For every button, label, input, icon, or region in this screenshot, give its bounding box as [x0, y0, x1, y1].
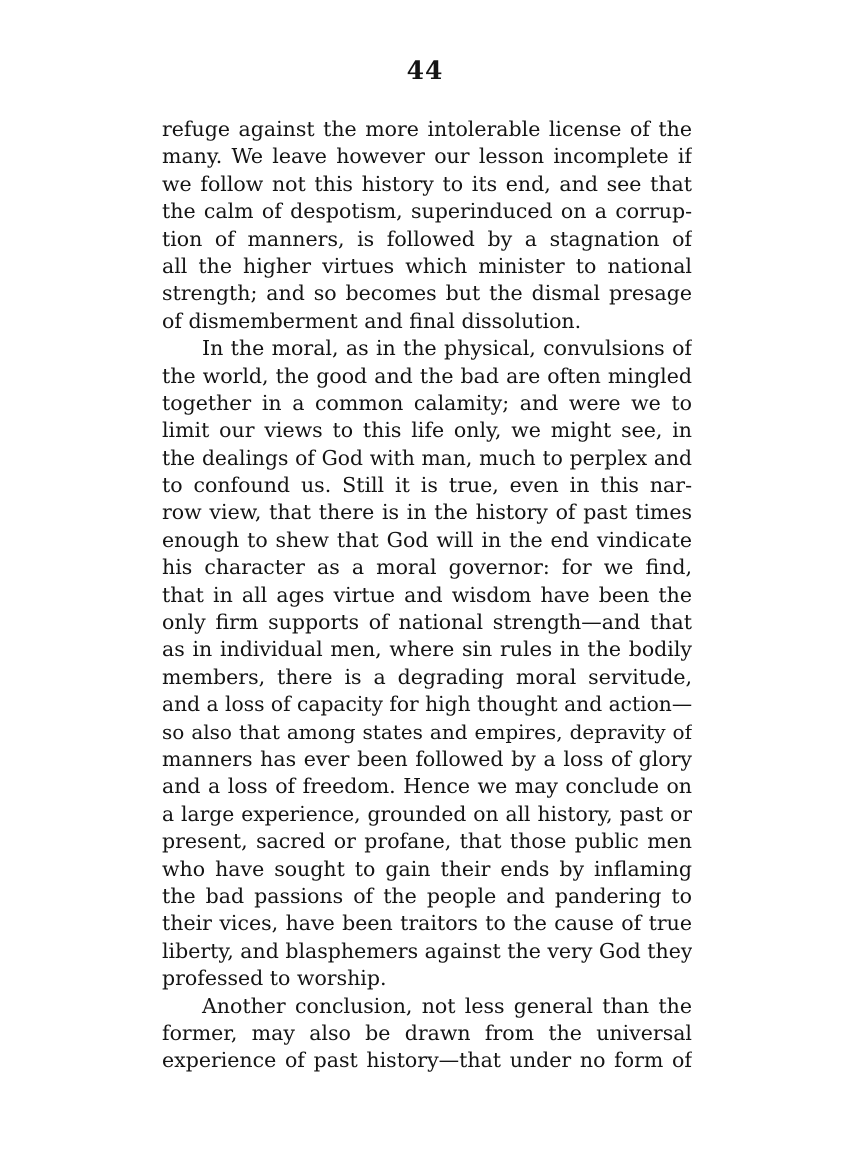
paragraph-end-line: of dismemberment and final dissolution. — [162, 308, 582, 333]
text-line: refuge against the more intolerable license of the — [162, 117, 692, 141]
paragraph-start-line: Another conclusion, not less general than the — [202, 993, 692, 1018]
text-line: his character as a moral governor: for we find, — [162, 555, 692, 580]
page-number: 44 — [406, 56, 444, 85]
text-line: together in a common calamity; and were we to — [162, 390, 692, 415]
text-line: strength; and so becomes but the dismal presage — [162, 281, 692, 306]
text-line: former, may also be drawn from the universal — [162, 1020, 692, 1045]
text-line: liberty, and blasphemers against the very God they — [162, 938, 692, 963]
text-line: enough to shew that God will in the end vindicate — [162, 527, 692, 552]
text-line: a large experience, grounded on all history, past or — [162, 801, 692, 826]
body-text — [162, 116, 692, 1075]
text-line: the world, the good and the bad are often mingled — [162, 363, 692, 388]
text-line: present, sacred or profane, that those public men — [162, 829, 692, 854]
text-line: the dealings of God with man, much to perplex and — [162, 445, 692, 470]
text-line: limit our views to this life only, we might see, in — [162, 418, 692, 443]
text-line: to confound us. Still it is true, even in this nar- — [162, 473, 692, 498]
text-line: tion of manners, is followed by a stagnation of — [162, 226, 692, 251]
text-line: that in all ages virtue and wisdom have been the — [162, 582, 692, 607]
text-line: so also that among states and empires, depravity of — [162, 719, 692, 744]
text-line: row view, that there is in the history of past times — [162, 500, 692, 525]
text-line: members, there is a degrading moral servitude, — [162, 664, 692, 689]
text-line: who have sought to gain their ends by inflaming — [162, 856, 692, 881]
text-line: many. We leave however our lesson incomplete if — [162, 144, 692, 169]
text-line: all the higher virtues which minister to national — [162, 253, 692, 278]
text-line: their vices, have been traitors to the cause of true — [162, 911, 692, 936]
text-line: only firm supports of national strength—and that — [162, 610, 692, 635]
paragraph-start-line: In the moral, as in the physical, convulsions of — [202, 336, 692, 361]
text-line: experience of past history—that under no form of — [162, 1048, 692, 1073]
text-line: we follow not this history to its end, and see that — [162, 171, 692, 196]
paragraph-end-line: professed to worship. — [162, 966, 387, 991]
text-line: manners has ever been followed by a loss of glory — [162, 746, 692, 771]
text-line: the calm of despotism, superinduced on a corrup- — [162, 199, 692, 224]
text-line: the bad passions of the people and pandering to — [162, 883, 692, 908]
text-line: and a loss of capacity for high thought and action— — [162, 692, 692, 717]
text-line: as in individual men, where sin rules in the bodily — [162, 637, 692, 662]
text-line: and a loss of freedom. Hence we may conclude on — [162, 774, 692, 799]
